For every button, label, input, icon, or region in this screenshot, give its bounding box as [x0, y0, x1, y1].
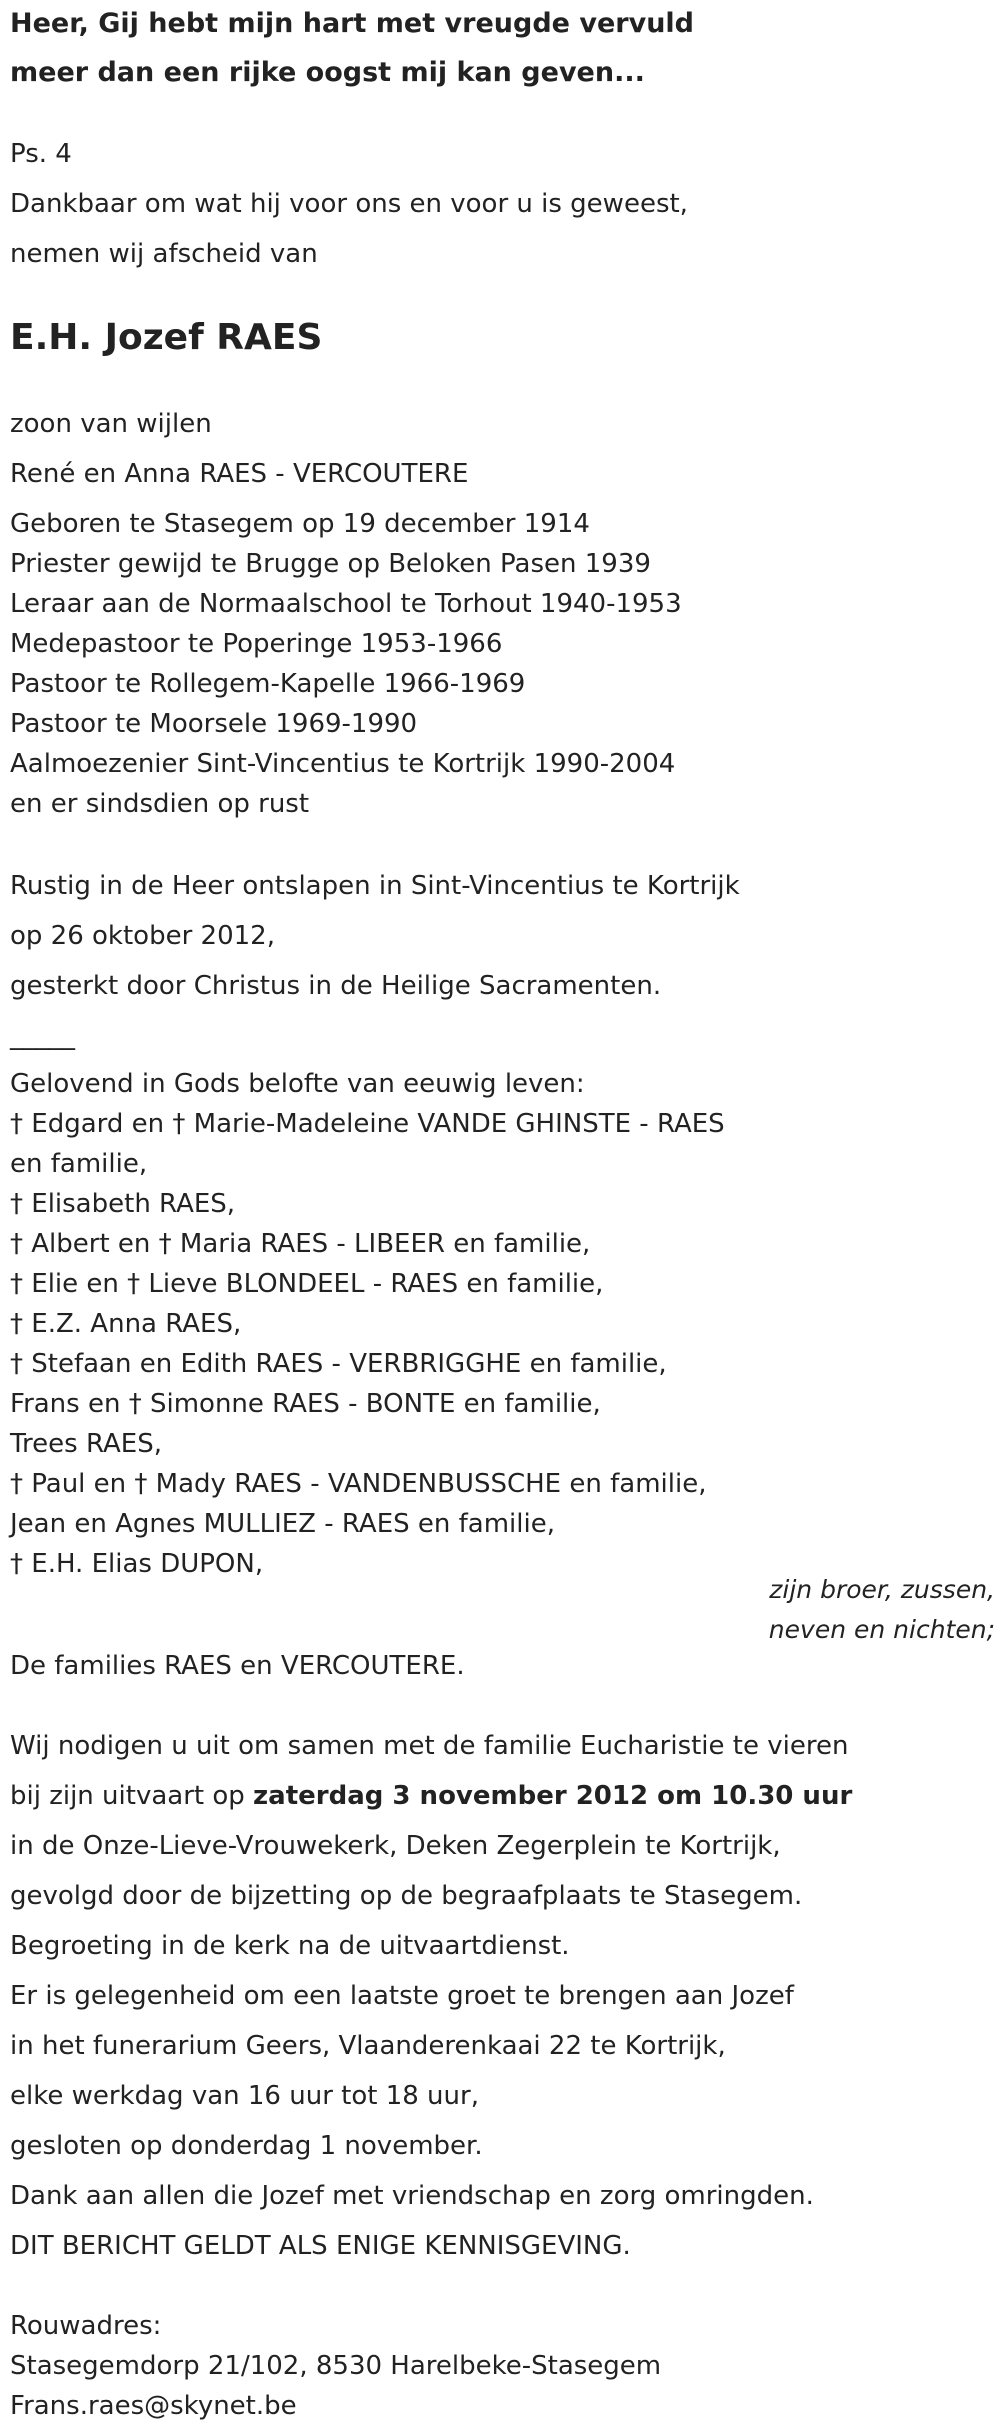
family-member: † Paul en † Mady RAES - VANDENBUSSCHE en familie, [10, 1469, 707, 1499]
relation-line-2: neven en nichten; [768, 1615, 995, 1644]
invite-prefix: bij zijn uitvaart op [10, 1781, 254, 1811]
career-line: Medepastoor te Poperinge 1953-1966 [10, 629, 503, 659]
death-line: Rustig in de Heer ontslapen in Sint-Vincentius te Kortrijk [10, 871, 740, 901]
family-member: † Edgard en † Marie-Madeleine VANDE GHINSTE - RAES [10, 1109, 725, 1139]
motto-line-2: meer dan een rijke oogst mij kan geven... [10, 57, 645, 88]
details-line: in de Onze-Lieve-Vrouwekerk, Deken Zegerplein te Kortrijk, [10, 1831, 781, 1861]
family-member: † Albert en † Maria RAES - LIBEER en familie, [10, 1229, 591, 1259]
family-member: Frans en † Simonne RAES - BONTE en familie, [10, 1389, 601, 1419]
relation-line-1: zijn broer, zussen, [769, 1575, 995, 1604]
intro-line-1: Dankbaar om wat hij voor ons en voor u is geweest, [10, 189, 688, 219]
details-line: elke werkdag van 16 uur tot 18 uur, [10, 2081, 479, 2111]
funeral-date: zaterdag 3 november 2012 om 10.30 uur [253, 1781, 853, 1811]
family-member: † E.H. Elias DUPON, [10, 1549, 264, 1579]
family-member: † Elie en † Lieve BLONDEEL - RAES en familie, [10, 1269, 604, 1299]
details-line: Begroeting in de kerk na de uitvaartdienst. [10, 1931, 570, 1961]
family-member: † Elisabeth RAES, [10, 1189, 236, 1219]
career-line: en er sindsdien op rust [10, 789, 310, 819]
address-label: Rouwadres: [10, 2311, 162, 2341]
career-line: Leraar aan de Normaalschool te Torhout 1940-1953 [10, 589, 682, 619]
details-line: in het funerarium Geers, Vlaanderenkaai 22 te Kortrijk, [10, 2031, 726, 2061]
email-link[interactable]: Frans.raes@skynet.be [10, 2391, 297, 2421]
family-member: † E.Z. Anna RAES, [10, 1309, 242, 1339]
death-line: gesterkt door Christus in de Heilige Sacramenten. [10, 971, 662, 1001]
career-line: Aalmoezenier Sint-Vincentius te Kortrijk 1990-2004 [10, 749, 676, 779]
psalm-reference: Ps. 4 [10, 139, 72, 169]
deceased-name: E.H. Jozef RAES [10, 317, 323, 358]
family-member: † Stefaan en Edith RAES - VERBRIGGHE en familie, [10, 1349, 667, 1379]
invite-line-1: Wij nodigen u uit om samen met de familie Eucharistie te vieren [10, 1731, 849, 1761]
career-line: Geboren te Stasegem op 19 december 1914 [10, 509, 590, 539]
parents: René en Anna RAES - VERCOUTERE [10, 459, 469, 489]
details-line: Er is gelegenheid om een laatste groet te brengen aan Jozef [10, 1981, 794, 2011]
career-line: Pastoor te Moorsele 1969-1990 [10, 709, 418, 739]
invite-line-2 [10, 1780, 852, 1812]
career-line: Pastoor te Rollegem-Kapelle 1966-1969 [10, 669, 526, 699]
details-line: gesloten op donderdag 1 november. [10, 2131, 483, 2161]
notice-line: DIT BERICHT GELDT ALS ENIGE KENNISGEVING. [10, 2231, 631, 2261]
intro-line-2: nemen wij afscheid van [10, 239, 318, 269]
career-line: Priester gewijd te Brugge op Beloken Pasen 1939 [10, 549, 651, 579]
death-line: op 26 oktober 2012, [10, 921, 275, 951]
address: Stasegemdorp 21/102, 8530 Harelbeke-Stasegem [10, 2351, 662, 2381]
family-member: Trees RAES, [10, 1429, 162, 1459]
parents-intro: zoon van wijlen [10, 409, 212, 439]
families-line: De families RAES en VERCOUTERE. [10, 1651, 465, 1681]
family-member: en familie, [10, 1149, 148, 1179]
details-line: Dank aan allen die Jozef met vriendschap en zorg omringden. [10, 2181, 814, 2211]
family-member: Jean en Agnes MULLIEZ - RAES en familie, [10, 1509, 555, 1539]
family-intro: Gelovend in Gods belofte van eeuwig leven: [10, 1069, 585, 1099]
motto-line-1: Heer, Gij hebt mijn hart met vreugde vervuld [10, 8, 694, 39]
separator: _____ [10, 1021, 75, 1051]
details-line: gevolgd door de bijzetting op de begraafplaats te Stasegem. [10, 1881, 803, 1911]
